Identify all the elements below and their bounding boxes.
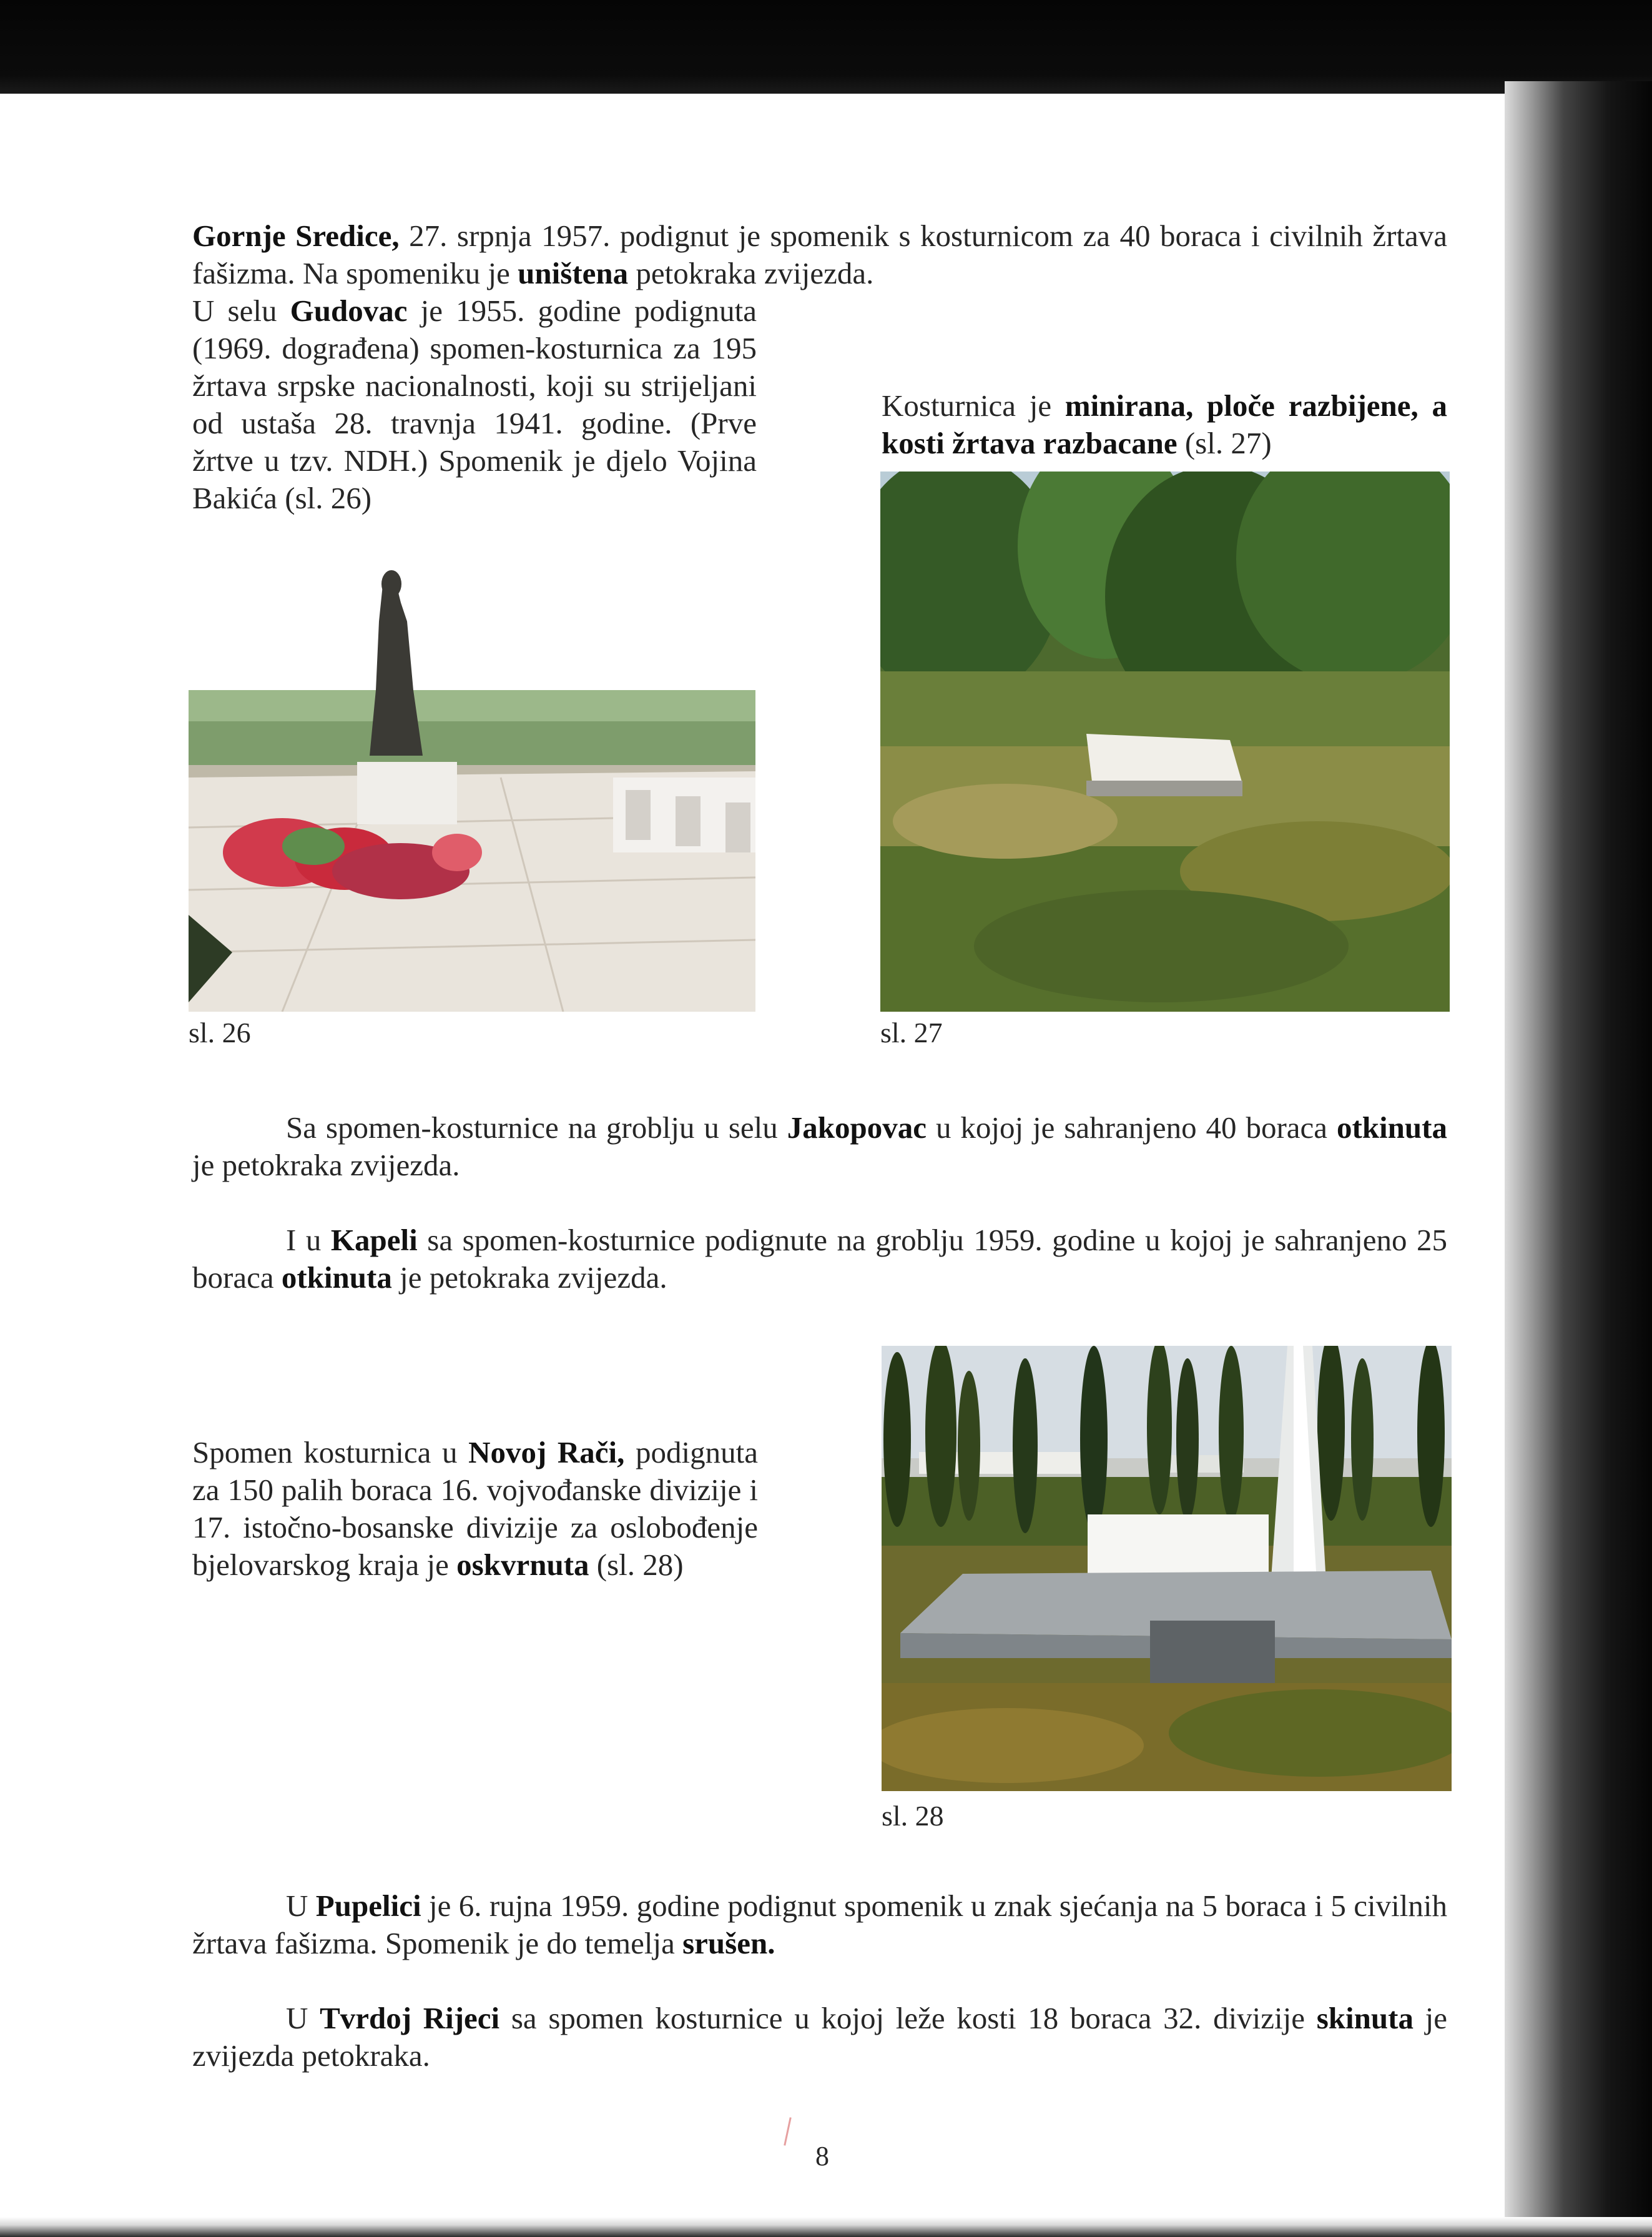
paragraph-gudovac: U selu Gudovac je 1955. godine podignuta (1969. dograđena) spomen-kosturnica za 195 žrtava srpske nacionalnosti, koji su strijeljani od ustaša 28. travnja 1941. godine. (Prve žrtve u tzv. NDH.) Spomenik je djelo Vojina Bakića (sl. 26) [192, 294, 757, 515]
paragraph-tvrda-rijeka: U Tvrdoj Rijeci sa spomen kosturnice u kojoj leže kosti 18 boraca 32. divizije skinuta je zvijezda petokraka. [192, 2001, 1447, 2073]
caption-sl-28: sl. 28 [882, 1800, 944, 1832]
page-number: 8 [815, 2141, 829, 2171]
paragraph-kosturnica-minirana: Kosturnica je minirana, ploče razbijene, a kosti žrtava razbacane (sl. 27) [882, 388, 1448, 460]
scan-border-right [1505, 81, 1652, 2237]
paragraph-kapela: I u Kapeli sa spomen-kosturnice podignute na groblju 1959. godine u kojoj je sahranjeno 25 boraca otkinuta je petokraka zvijezda. [192, 1223, 1447, 1295]
photo-gudovac-monument [189, 565, 755, 1012]
paragraph-gornje-sredice: Gornje Sredice, 27. srpnja 1957. podignut je spomenik s kosturnicom za 40 boraca i civilnih žrtava fašizma. Na spomeniku je uništena petokraka zvijezda. [192, 219, 1448, 290]
scan-border-bottom [0, 2217, 1652, 2237]
photo-minirana-kosturnica [880, 472, 1450, 1012]
photo-nova-raca-monument [882, 1346, 1452, 1791]
scan-border-top [0, 0, 1652, 94]
paragraph-jakopovac: Sa spomen-kosturnice na groblju u selu Jakopovac u kojoj je sahranjeno 40 boraca otkinuta je petokraka zvijezda. [192, 1110, 1447, 1182]
paragraph-pupelica: U Pupelici je 6. rujna 1959. godine podignut spomenik u znak sjećanja na 5 boraca i 5 civilnih žrtava fašizma. Spomenik je do temelja srušen. [192, 1889, 1448, 1960]
caption-sl-27: sl. 27 [880, 1017, 943, 1049]
paragraph-nova-raca: Spomen kosturnica u Novoj Rači, podignuta za 150 palih boraca 16. vojvođanske divizije i 17. istočno-bosanske divizije za oslobođenje bjelovarskog kraja je oskvrnuta (sl. 28) [192, 1435, 758, 1582]
pencil-mark [784, 2117, 791, 2146]
caption-sl-26: sl. 26 [189, 1017, 251, 1049]
